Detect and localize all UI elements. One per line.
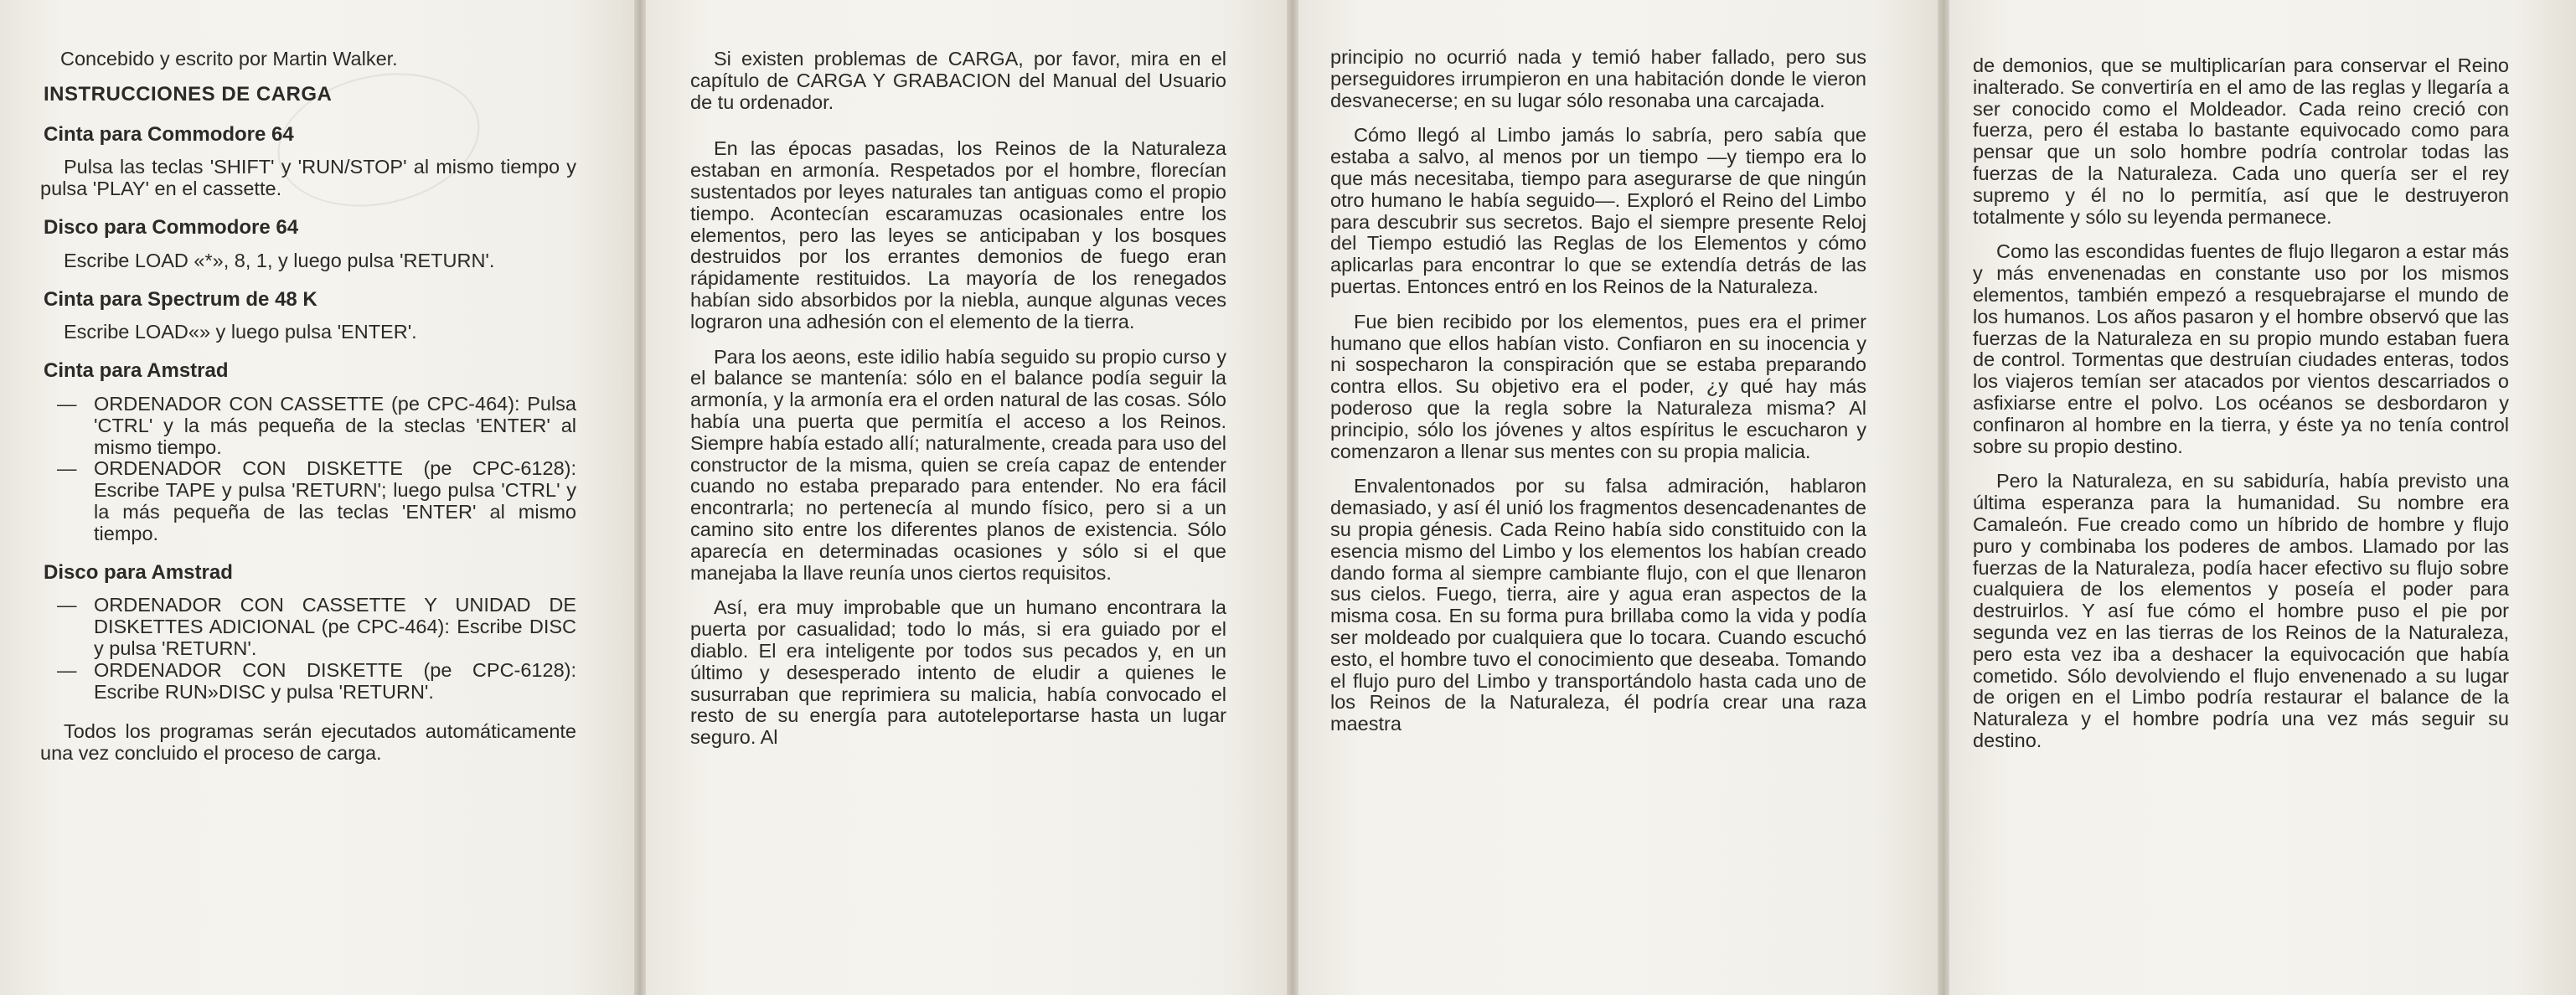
panel-story-2	[1298, 0, 1938, 995]
section-text: Escribe LOAD«» y luego pulsa 'ENTER'.	[64, 321, 417, 343]
paragraph: Envalentonados por su falsa admiración, hablaron demasiado, y así él unió los fragmentos desencadenantes de su propia génesis. Cada Reino había sido constituido con la esencia mismo del Limbo y los elementos los habían creado dando forma al siempre cambiante flujo, con el que llenaron sus cielos. Fuego, tierra, aire y agua eran aspectos de la misma cosa. En su forma pura brillaba como la vida y podía ser moldeado por cualquiera que lo tocara. Cuando escuchó esto, el hombre tuvo el conocimiento que deseaba. Tomando el flujo puro del Limbo y transportándolo hasta cada uno de los Reinos de la Naturaleza, él podría crear una raza maestra	[1330, 475, 1866, 735]
paragraph: de demonios, que se multiplicarían para conservar el Reino inalterado. Se convertiría en el amo de las reglas y llegaría a ser conocido como el Moldeador. Cada reino creció con fuerza, pero él estaba lo bastante equivocado como para pensar que un solo hombre podría controlar todas las fuerzas de la Naturaleza. Cada uno quería ser el rey supremo y él no lo permitía, así que le destruyeron totalmente y sólo su leyenda permanece.	[1973, 54, 2509, 228]
paragraph: principio no ocurrió nada y temió haber fallado, pero sus perseguidores irrumpieron en una habitación donde le vieron desvanecerse; en su lugar sólo resonaba una carcajada.	[1330, 46, 1866, 111]
list-item: — ORDENADOR CON DISKETTE (pe CPC-6128): Escribe RUN»DISC y pulsa 'RETURN'.	[57, 660, 576, 704]
paragraph: Cómo llegó al Limbo jamás lo sabría, pero sabía que estaba a salvo, al menos por un tiempo —y tiempo era lo que más necesitaba, tiempo para asegurarse de que ningún otro humano le había seguido—. Exploró el Reino del Limbo para descubrir sus secretos. Bajo el siempre presente Reloj del Tiempo estudió las Reglas de los Elementos y cómo aplicarlas para encontrar lo que se extendía detrás de las puertas. Entonces entró en los Reinos de la Naturaleza.	[1330, 124, 1866, 297]
credit-line: Concebido y escrito por Martin Walker.	[60, 48, 398, 70]
instructions-heading: INSTRUCCIONES DE CARGA	[44, 82, 333, 106]
section-title: Cinta para Amstrad	[44, 359, 229, 383]
paragraph: Así, era muy improbable que un humano encontrara la puerta por casualidad; todo lo más, si era guiado por el diablo. El era inteligente por todos sus pecados y, en un último y desesperado intento de eludir a quienes le susurraban que reprimiera su malicia, había convocado el resto de su energía para autoteleportarse hasta un lugar seguro. Al	[690, 596, 1226, 749]
paragraph: Si existen problemas de CARGA, por favor, mira en el capítulo de CARGA Y GRABACION del Manual del Usuario de tu ordenador.	[690, 48, 1226, 113]
section-title: Cinta para Commodore 64	[44, 122, 294, 146]
section-title: Disco para Commodore 64	[44, 215, 299, 239]
list-item: — ORDENADOR CON DISKETTE (pe CPC-6128): Escribe TAPE y pulsa 'RETURN'; luego pulsa 'CTRL' y la más pequeña de las teclas 'ENTER' al mismo tiempo.	[57, 458, 576, 544]
panel-story-1	[646, 0, 1287, 995]
amstrad-disk-list	[57, 595, 576, 703]
panel-story-3	[1949, 0, 2576, 995]
paragraph: En las épocas pasadas, los Reinos de la Naturaleza estaban en armonía. Respetados por el hombre, florecían sustentados por leyes naturales tan antiguas como el propio tiempo. Acontecían escaramuzas ocasionales entre los elementos, pero las leyes se anticipaban y los bosques destruidos por los errantes demonios de fuego eran rápidamente restituidos. La mayoría de los renegados habían sido absorbidos por la niebla, aunque algunas veces lograron una adhesión con el elemento de la tierra.	[690, 137, 1226, 333]
section-text: Escribe LOAD «*», 8, 1, y luego pulsa 'RETURN'.	[64, 249, 495, 271]
list-item: — ORDENADOR CON CASSETTE (pe CPC-464): Pulsa 'CTRL' y la más pequeña de la steclas 'ENTER' al mismo tiempo.	[57, 394, 576, 458]
paragraph: Pero la Naturaleza, en su sabiduría, había previsto una última esperanza para la humanidad. Su nombre era Camaleón. Fue creado como un híbrido de hombre y flujo puro y combinaba los poderes de ambos. Llamado por las fuerzas de la Naturaleza, podía hacer efectivo su flujo sobre cualquiera de los elementos y poseía el poder para destruirlos. Y así fue cómo el hombre puso el pie por segunda vez en las tierras de los Reinos de la Naturaleza, pero esta vez iba a deshacer la equivocación que había cometido. Sólo devolviendo el flujo envenenado a su lugar de origen en el Limbo podría restaurar el balance de la Naturaleza y el hombre podría una vez más seguir su destino.	[1973, 470, 2509, 751]
section-text: Pulsa las teclas 'SHIFT' y 'RUN/STOP' al mismo tiempo y pulsa 'PLAY' en el cassette.	[40, 156, 576, 200]
section-title: Disco para Amstrad	[44, 560, 233, 584]
list-item: — ORDENADOR CON CASSETTE Y UNIDAD DE DISKETTES ADICIONAL (pe CPC-464): Escribe DISC y pulsa 'RETURN'.	[57, 595, 576, 659]
paragraph: Para los aeons, este idilio había seguido su propio curso y el balance se mantenía: sólo en el balance podía seguir la armonía, y la armonía era el orden natural de las cosas. Sólo había una puerta que permitía el acceso a los Reinos. Siempre había estado allí; naturalmente, creada para uso del constructor de la misma, quien se creía capaz de entender cuando no estaba preparado para entender. No era fácil encontrarla; no pertenecía al mundo físico, pero si a un camino sito entre los diferentes planos de existencia. Sólo aparecía en determinadas ocasiones y sólo si el que manejaba la llave reunía unos ciertos requisitos.	[690, 345, 1226, 584]
paragraph: Como las escondidas fuentes de flujo llegaron a estar más y más envenenadas en constante uso por los mismos elementos, también empezó a resquebrajarse el mundo de los humanos. Los años pasaron y el hombre observó que las fuerzas de la Naturaleza en su propio mundo estaban fuera de control. Tormentas que destruían ciudades enteras, todos los viajeros temían ser atacados por vientos descarriados o asfixiarse entre el polvo. Los océanos se desbordaron y confinaron al hombre en la tierra, y éste ya no tenía control sobre su propio destino.	[1973, 240, 2509, 457]
fold-crease	[1938, 0, 1949, 995]
autorun-note: Todos los programas serán ejecutados automáticamente una vez concluido el proceso de carga.	[40, 720, 576, 765]
fold-crease	[1287, 0, 1298, 995]
amstrad-tape-list	[57, 394, 576, 545]
section-title: Cinta para Spectrum de 48 K	[44, 287, 317, 311]
paragraph: Fue bien recibido por los elementos, pues era el primer humano que ellos habían visto. Confiaron en su inocencia y ni sospecharon la conspiración que se estaba preparando contra ellos. Su objetivo era el poder, ¿y qué hay más poderoso que la regla sobre la Naturaleza misma? Al principio, sólo los jóvenes y altos espíritus le escucharon y comenzaron a llenar sus mentes con su propia malicia.	[1330, 310, 1866, 462]
fold-crease	[634, 0, 646, 995]
panel-loading-instructions	[0, 0, 634, 995]
